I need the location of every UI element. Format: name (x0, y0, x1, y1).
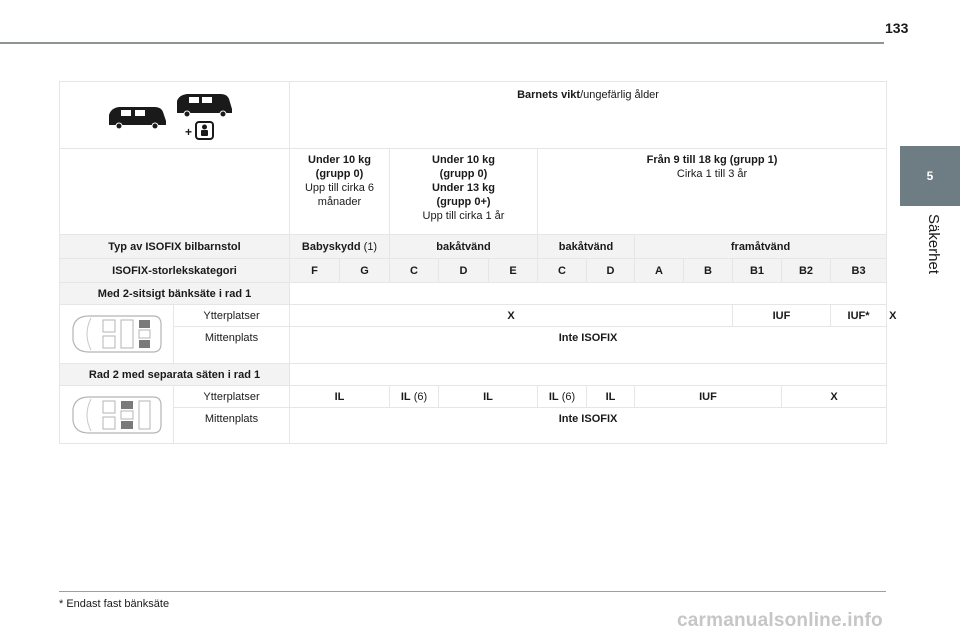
section1-middle-value: Inte ISOFIX (290, 327, 887, 364)
group-0plus-cell (390, 149, 538, 235)
section1-outer-x: X (290, 305, 733, 327)
group-0plus-weight1: Under 10 kg (432, 154, 495, 166)
size-row-label: ISOFIX-storlekskategori (60, 259, 290, 283)
group-1-cell (538, 149, 887, 235)
footnote-divider (59, 591, 886, 592)
il-label: IL (400, 390, 411, 403)
group-0-cell (290, 149, 390, 235)
size-cell: E (489, 259, 538, 283)
section2-title-filler (290, 364, 887, 386)
weight-header-rest: /ungefärlig ålder (580, 89, 659, 101)
footnote: * Endast fast bänksäte (59, 598, 170, 610)
group-0plus-label1: (grupp 0) (439, 168, 488, 180)
type-babyskydd (290, 235, 390, 259)
type-framatvand: framåtvänd (635, 235, 887, 259)
section2-outer-il6 (390, 386, 439, 408)
weight-header-cell (290, 82, 887, 149)
group-0-weight: Under 10 kg (308, 154, 371, 166)
car-seat-layout-icon (69, 312, 165, 356)
section2-outer-label: Ytterplatser (174, 386, 290, 408)
il-note: (6) (410, 390, 428, 403)
vehicle-seat-icon (105, 89, 245, 141)
section1-outer-iuf-star: IUF* (831, 305, 887, 327)
section2-outer-il: IL (290, 386, 390, 408)
section2-outer-iuf: IUF (635, 386, 782, 408)
size-cell: D (439, 259, 489, 283)
size-cell: B (684, 259, 733, 283)
chapter-title: Säkerhet (925, 214, 942, 275)
size-cell: B2 (782, 259, 831, 283)
section1-outer-label: Ytterplatser (174, 305, 290, 327)
section1-title: Med 2-sitsigt bänksäte i rad 1 (60, 283, 290, 305)
chapter-number: 5 (926, 169, 934, 183)
size-cell: D (587, 259, 635, 283)
top-divider (0, 42, 884, 44)
isofix-table: + Barnets vikt/ungefärlig ålder Under 10 kg (grupp 0) Upp till cirka 6 månader Under 10 kg (grupp 0) Under 13 kg (grupp 0+) Upp till cirka 1 år Från 9 till 18 kg (grupp 1) Cirka 1 till 3 år Typ av ISOFIX bilbarnstol Babyskydd (1) bakåtvänd bakåtvänd framåtvänd ISOFIX-storlekskategori F G C D E C D A B B1 B2 B3 Med 2-sitsigt bänksäte i rad 1 Ytterplatser X IUF IUF* X Mittenplats Inte ISOFIX Rad 2 med separata säten i rad 1 Ytterplatser IL IL (6) IL IL (6) IL IUF X Mittenplats Inte ISOFIX (59, 81, 887, 444)
group-1-age: Cirka 1 till 3 år (676, 168, 748, 180)
car-seat-layout-icon (69, 393, 165, 437)
group-empty-cell (60, 149, 290, 235)
watermark: carmanualsonline.info (677, 610, 883, 631)
size-cell: B1 (733, 259, 782, 283)
group-0-label: (grupp 0) (315, 168, 364, 180)
section2-outer-il: IL (587, 386, 635, 408)
vehicle-icons-cell (60, 82, 290, 149)
section2-outer-il: IL (439, 386, 538, 408)
group-0plus-weight2: Under 13 kg (432, 182, 495, 194)
il-note: (6) (558, 390, 576, 403)
il-label: IL (548, 390, 559, 403)
type-row-label: Typ av ISOFIX bilbarnstol (60, 235, 290, 259)
group-0plus-label2: (grupp 0+) (436, 196, 491, 208)
section1-title-filler (290, 283, 887, 305)
size-cell: C (538, 259, 587, 283)
group-0-age: Upp till cirka 6 månader (304, 182, 375, 208)
page-number: 133 (885, 20, 909, 36)
svg-text:+: + (184, 125, 192, 139)
seat-diagram-cell-1 (60, 305, 174, 364)
chapter-tab[interactable] (900, 146, 960, 206)
seat-diagram-cell-2 (60, 386, 174, 444)
section2-outer-il6 (538, 386, 587, 408)
section1-middle-label: Mittenplats (174, 327, 290, 364)
size-cell: A (635, 259, 684, 283)
group-1-weight: Från 9 till 18 kg (grupp 1) (646, 154, 778, 166)
chapter-title-container (896, 214, 956, 294)
size-cell: G (340, 259, 390, 283)
section2-middle-value: Inte ISOFIX (290, 408, 887, 444)
section2-outer-x: X (782, 386, 887, 408)
type-bakatvand-1: bakåtvänd (390, 235, 538, 259)
size-cell: F (290, 259, 340, 283)
group-0plus-age: Upp till cirka 1 år (422, 210, 505, 222)
size-cell: B3 (831, 259, 887, 283)
section1-outer-iuf: IUF (733, 305, 831, 327)
size-cell: C (390, 259, 439, 283)
section2-middle-label: Mittenplats (174, 408, 290, 444)
section2-title: Rad 2 med separata säten i rad 1 (60, 364, 290, 386)
type-bakatvand-2: bakåtvänd (538, 235, 635, 259)
babyskydd-note: (1) (360, 240, 378, 253)
babyskydd-label: Babyskydd (301, 240, 361, 253)
weight-header-bold: Barnets vikt (517, 89, 581, 101)
